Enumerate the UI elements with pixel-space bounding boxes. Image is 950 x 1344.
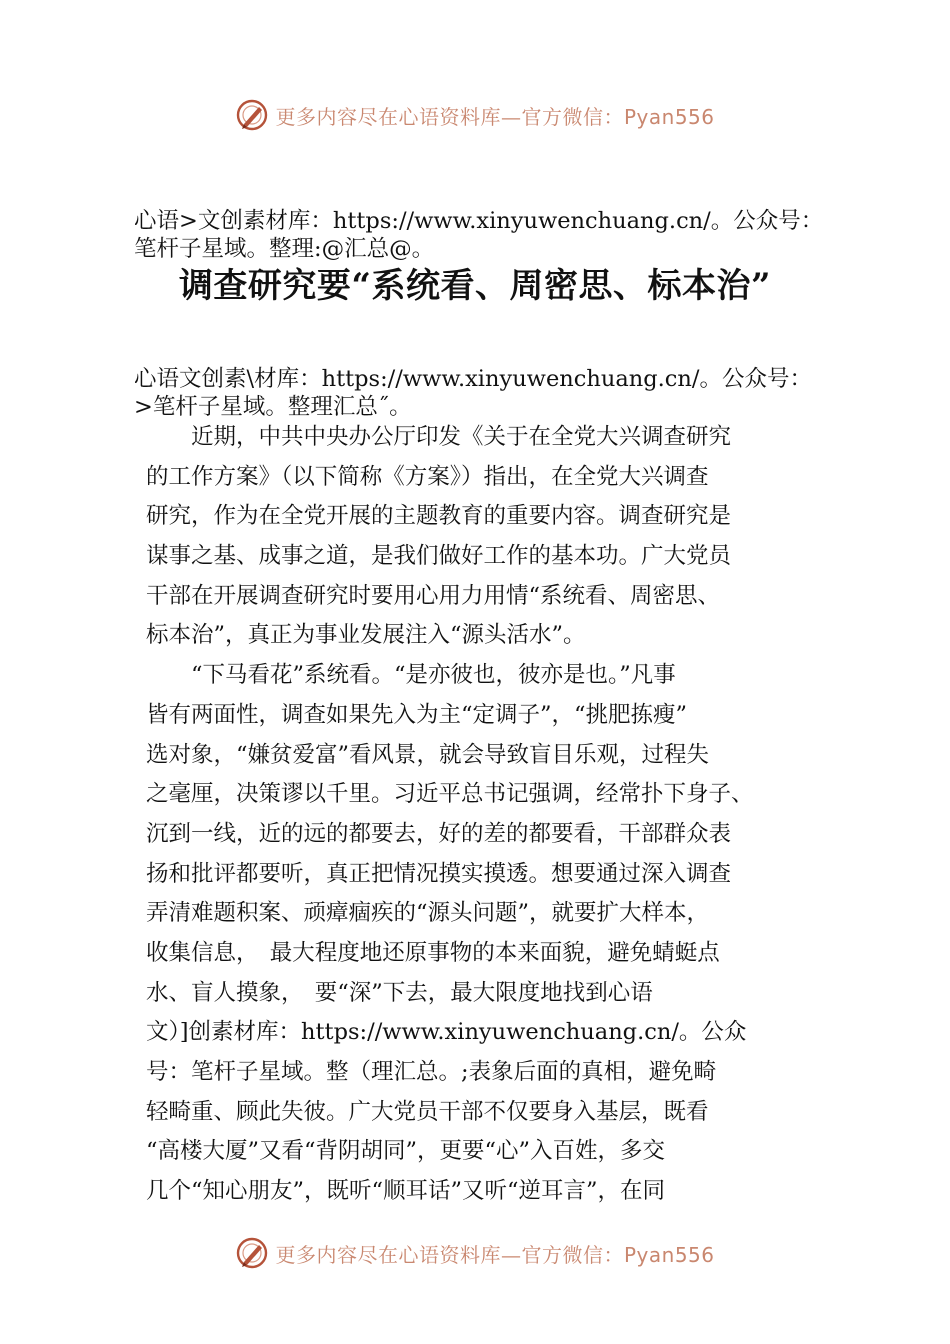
pen-logo-icon [235, 1236, 269, 1270]
wechat-id: Pyan556 [623, 104, 715, 129]
body-line: 号：笔杆子星域。整（理汇总。;表象后面的真相，避免畸 [146, 1059, 717, 1085]
body-line: 沉到一线，近的远的都要去，好的差的都要看，干部群众表 [146, 820, 732, 847]
body-line: 水、盲人摸象， 要“深”下去，最大限度地找到心语 [146, 979, 653, 1006]
watermark-text: 更多内容尽在心语资料库—官方微信：Pyan556 [275, 1242, 715, 1267]
top-watermark-banner [0, 95, 950, 135]
article-title: 调查研究要“系统看、周密思、标本治” [178, 266, 772, 306]
body-line: 轻畸重、顾此失彼。广大党员干部不仅要身入基层，既看 [146, 1098, 709, 1125]
body-line: 选对象，“嫌贫爱富”看风景，就会导致盲目乐观，过程失 [146, 741, 710, 768]
body-line: 弄清难题积案、顽瘴痼疾的“源头问题”，就要扩大样本， [146, 900, 710, 927]
source-note-line-1: 心语>文创素材库：https://www.xinyuwenchuang.cn/。公众号： [134, 208, 824, 234]
body-line: 文）]创素材库：https://www.xinyuwenchuang.cn/。公众 [146, 1019, 747, 1046]
body-line: 收集信息， 最大程度地还原事物的本来面貌，避免蜻蜓点 [146, 939, 720, 966]
pen-logo-icon [235, 98, 269, 132]
wechat-id: Pyan556 [623, 1242, 715, 1267]
body-line: 谋事之基、成事之道，是我们做好工作的基本功。广大党员 [146, 543, 732, 570]
body-line: 之毫厘，决策谬以千里。习近平总书记强调，经常扑下身子、 [146, 781, 754, 808]
sub-source-note-line-2: >笔杆子星域。整理汇总˝。 [134, 394, 412, 420]
body-line: 近期，中共中央办公厅印发《关于在全党大兴调查研究 [146, 424, 732, 450]
body-line: “高楼大厦”又看“背阴胡同”，更要“心”入百姓，多交 [146, 1138, 666, 1165]
article-body [146, 418, 826, 1212]
watermark-text: 更多内容尽在心语资料库—官方微信：Pyan556 [275, 104, 715, 129]
source-note-line-2: 笔杆子星域。整理:@汇总@。 [134, 236, 435, 262]
body-line: 干部在开展调查研究时要用心用力用情“系统看、周密思、 [146, 582, 721, 609]
bottom-watermark-banner [0, 1233, 950, 1273]
body-line: 标本治”，真正为事业发展注入“源头活水”。 [146, 622, 586, 649]
body-line: 皆有两面性，调查如果先入为主“定调子”，“挑肥拣瘦” [146, 701, 688, 728]
body-line: “下马看花”系统看。“是亦彼也，彼亦是也。”凡事 [146, 662, 676, 689]
body-line: 的工作方案》（以下简称《方案》）指出，在全党大兴调查 [146, 463, 709, 490]
sub-source-note-line-1: 心语文创素\材库：https://www.xinyuwenchuang.cn/。公众号： [134, 366, 812, 392]
body-line: 几个“知心朋友”，既听“顺耳话”又听“逆耳言”，在同 [146, 1178, 666, 1205]
body-line: 扬和批评都要听，真正把情况摸实摸透。想要通过深入调查 [146, 860, 732, 887]
body-line: 研究，作为在全党开展的主题教育的重要内容。调查研究是 [146, 503, 732, 530]
